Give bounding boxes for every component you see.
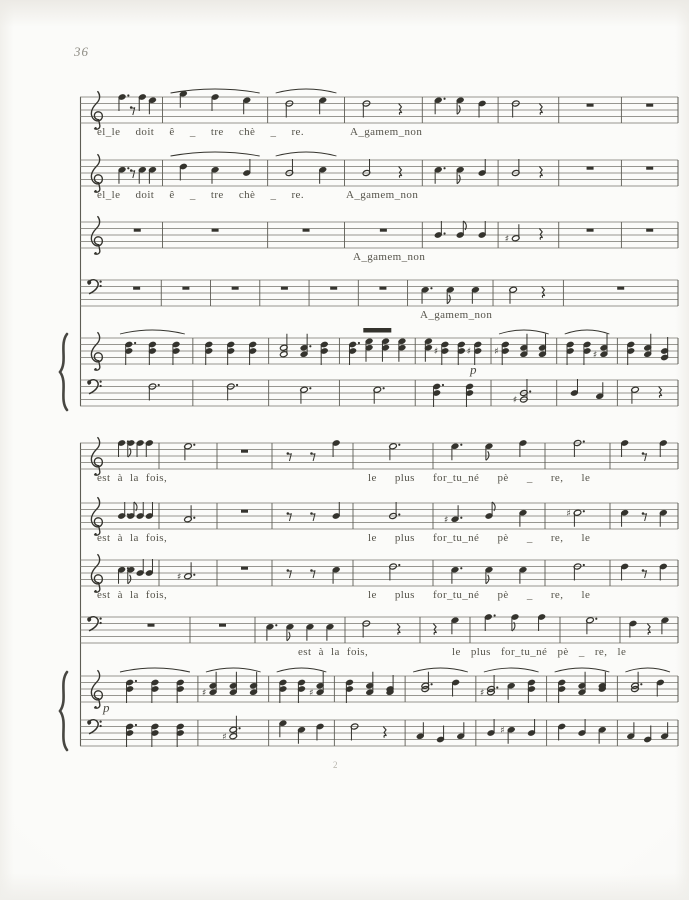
svg-text:♯: ♯ bbox=[222, 732, 227, 743]
svg-text:♯: ♯ bbox=[479, 688, 485, 699]
staff-voice-2 bbox=[80, 498, 678, 536]
lyric-line: A_gamem_non bbox=[350, 126, 423, 138]
lyric-line: A_gamem_non bbox=[346, 189, 419, 201]
staff-voice-2 bbox=[80, 152, 678, 192]
staff-voice-1 bbox=[80, 89, 678, 129]
lyric-line: est à la fois, bbox=[97, 589, 168, 601]
staff-piano-upper bbox=[80, 328, 678, 370]
staff-voice-3 bbox=[80, 555, 678, 593]
lyric-line: A_gamem_non bbox=[420, 309, 493, 321]
svg-text:♯: ♯ bbox=[500, 725, 505, 736]
lyric-line: le plus for_tu_né pè _ re, le bbox=[452, 646, 627, 658]
dynamic-mark: p bbox=[470, 362, 477, 377]
staff-piano-lower bbox=[80, 379, 678, 407]
svg-text:♯: ♯ bbox=[512, 395, 518, 406]
lyric-line: le plus for_tu_né pè _ re, le bbox=[368, 589, 591, 601]
lyric-line: le plus for_tu_né pè _ re, le bbox=[368, 532, 591, 544]
staff-piano-upper bbox=[80, 668, 678, 708]
svg-text:♯: ♯ bbox=[494, 347, 499, 357]
staff-voice-4 bbox=[80, 280, 678, 306]
lyric-line: el_le doit ê _ tre chè _ re. bbox=[97, 189, 304, 201]
staff-voice-1 bbox=[80, 438, 678, 476]
svg-text:♯: ♯ bbox=[444, 515, 449, 526]
svg-text:♯: ♯ bbox=[309, 688, 314, 699]
piano-brace bbox=[60, 672, 67, 750]
music-system-1 bbox=[60, 89, 678, 410]
lyric-line: est à la fois, bbox=[97, 532, 168, 544]
dynamic-mark: p bbox=[103, 700, 110, 715]
svg-text:♯: ♯ bbox=[466, 347, 472, 357]
lyric-line: est à la fois, bbox=[298, 646, 369, 658]
svg-text:♯: ♯ bbox=[566, 508, 571, 519]
music-system-2 bbox=[60, 438, 678, 750]
lyric-line: el_le doit ê _ tre chè _ re. bbox=[97, 126, 304, 138]
svg-text:♯: ♯ bbox=[433, 347, 439, 357]
svg-text:♯: ♯ bbox=[504, 234, 510, 245]
svg-text:♯: ♯ bbox=[177, 572, 182, 583]
svg-text:♯: ♯ bbox=[592, 350, 598, 361]
lyric-line: est à la fois, bbox=[97, 472, 168, 484]
lyric-line: A_gamem_non bbox=[353, 251, 426, 263]
svg-text:♯: ♯ bbox=[202, 688, 207, 699]
page-number: 36 bbox=[74, 44, 89, 59]
staff-piano-lower bbox=[80, 716, 678, 747]
piano-brace bbox=[60, 334, 67, 410]
staff-voice-4 bbox=[80, 614, 678, 643]
lyric-line: le plus for_tu_né pè _ re, le bbox=[368, 472, 591, 484]
plate-number: 2 bbox=[333, 760, 338, 770]
staff-voice-3 bbox=[80, 217, 678, 255]
